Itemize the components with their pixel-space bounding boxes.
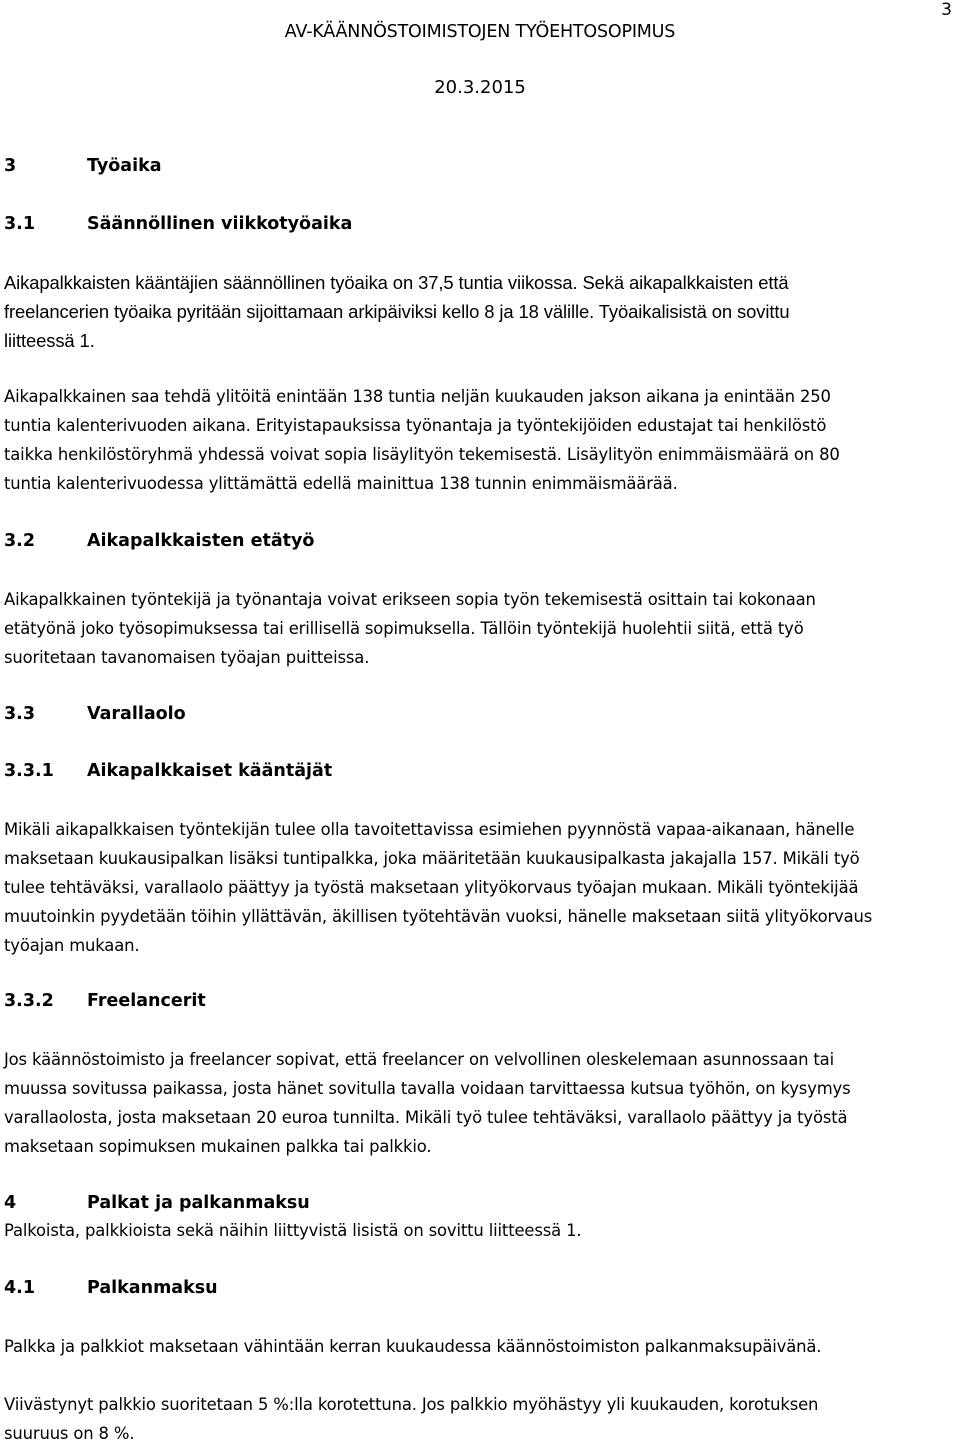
section-title: Aikapalkkaiset kääntäjät xyxy=(87,761,333,781)
section-4-1-paragraph-1 xyxy=(4,1332,954,1361)
paragraph-line: varallaolosta, josta maksetaan 20 euroa tunnilta. Mikäli työ tulee tehtäväksi, varallaolo päättyy ja työstä xyxy=(4,1108,848,1127)
section-number: 3.1 xyxy=(4,214,36,234)
section-3-2-paragraph-1 xyxy=(4,585,954,672)
paragraph-line: Aikapalkkaisten kääntäjien säännöllinen työaika on 37,5 tuntia viikossa. Sekä aikapalkkaisten että xyxy=(4,272,789,293)
paragraph-line: liitteessä 1. xyxy=(4,330,95,351)
section-3-3-heading xyxy=(4,701,954,727)
section-title: Varallaolo xyxy=(87,704,186,724)
paragraph-line: Aikapalkkainen saa tehdä ylitöitä enintään 138 tuntia neljän kuukauden jakson aikana ja enintään 250 xyxy=(4,387,831,406)
section-title: Palkat ja palkanmaksu xyxy=(87,1193,310,1213)
paragraph-line: freelancerien työaika pyritään sijoittamaan arkipäiviksi kello 8 ja 18 välille. Työaikalisistä on sovittu xyxy=(4,301,790,322)
section-3-1-heading xyxy=(4,211,954,237)
section-3-3-2-paragraph-1 xyxy=(4,1045,954,1161)
section-number: 3 xyxy=(4,156,17,176)
section-3-3-1-paragraph-1 xyxy=(4,815,954,960)
paragraph-line: työajan mukaan. xyxy=(4,936,140,955)
section-title: Työaika xyxy=(87,156,162,176)
paragraph-line: maksetaan sopimuksen mukainen palkka tai palkkio. xyxy=(4,1137,432,1156)
section-title: Säännöllinen viikkotyöaika xyxy=(87,214,353,234)
section-3-2-heading xyxy=(4,528,954,554)
section-4-paragraph-1 xyxy=(4,1216,954,1245)
section-3-1-paragraph-1 xyxy=(4,268,954,355)
document-title: AV-KÄÄNNÖSTOIMISTOJEN TYÖEHTOSOPIMUS xyxy=(284,22,676,42)
section-4-1-paragraph-2 xyxy=(4,1390,954,1448)
section-number: 4 xyxy=(4,1193,17,1213)
section-number: 3.2 xyxy=(4,531,36,551)
paragraph-line: suoritetaan tavanomaisen työajan puitteissa. xyxy=(4,648,370,667)
section-title: Aikapalkkaisten etätyö xyxy=(87,531,315,551)
paragraph-line: Aikapalkkainen työntekijä ja työnantaja voivat erikseen sopia työn tekemisestä osittain tai kokonaan xyxy=(4,590,816,609)
section-title: Palkanmaksu xyxy=(87,1278,218,1298)
paragraph-line: maksetaan kuukausipalkan lisäksi tuntipalkka, joka määritetään kuukausipalkasta jakajalla 157. Mikäli työ xyxy=(4,849,860,868)
paragraph-line: Mikäli aikapalkkaisen työntekijän tulee olla tavoitettavissa esimiehen pyynnöstä vapaa-aikanaan, hänelle xyxy=(4,820,855,839)
paragraph-line: suuruus on 8 %. xyxy=(4,1424,135,1443)
paragraph-line: Jos käännöstoimisto ja freelancer sopivat, että freelancer on velvollinen oleskelemaan asunnossaan tai xyxy=(4,1050,834,1069)
paragraph-line: tuntia kalenterivuodessa ylittämättä edellä mainittua 138 tunnin enimmäismäärää. xyxy=(4,474,678,493)
paragraph-line: taikka henkilöstöryhmä yhdessä voivat sopia lisäylityön tekemisestä. Lisäylityön enimmäismäärä on 80 xyxy=(4,445,840,464)
paragraph-line: Palkka ja palkkiot maksetaan vähintään kerran kuukaudessa käännöstoimiston palkanmaksupäivänä. xyxy=(4,1337,822,1356)
paragraph-line: Palkoista, palkkioista sekä näihin liittyvistä lisistä on sovittu liitteessä 1. xyxy=(4,1221,582,1240)
paragraph-line: Viivästynyt palkkio suoritetaan 5 %:lla korotettuna. Jos palkkio myöhästyy yli kuukauden, korotuksen xyxy=(4,1395,819,1414)
paragraph-line: muutoinkin pyydetään töihin yllättävän, äkillisen työtehtävän vuoksi, hänelle maksetaan siitä ylityökorvaus xyxy=(4,907,873,926)
section-number: 4.1 xyxy=(4,1278,36,1298)
section-number: 3.3 xyxy=(4,704,36,724)
paragraph-line: tulee tehtäväksi, varallaolo päättyy ja työstä maksetaan ylityökorvaus työajan mukaan. Mikäli työntekijää xyxy=(4,878,859,897)
section-number: 3.3.1 xyxy=(4,761,54,781)
section-4-heading xyxy=(4,1190,954,1216)
page-number: 3 xyxy=(941,0,952,20)
section-3-heading xyxy=(4,153,954,179)
paragraph-line: muussa sovitussa paikassa, josta hänet sovitulla tavalla voidaan tarvittaessa kutsua työhön, on kysymys xyxy=(4,1079,851,1098)
paragraph-line: tuntia kalenterivuoden aikana. Erityistapauksissa työnantaja ja työntekijöiden edustajat tai henkilöstö xyxy=(4,416,827,435)
section-3-3-2-heading xyxy=(4,988,954,1014)
section-title: Freelancerit xyxy=(87,991,206,1011)
section-3-3-1-heading xyxy=(4,758,954,784)
document-date: 20.3.2015 xyxy=(434,77,526,98)
section-3-1-paragraph-2 xyxy=(4,382,954,498)
paragraph-line: etätyönä joko työsopimuksessa tai erillisellä sopimuksella. Tällöin työntekijä huolehtii siitä, että työ xyxy=(4,619,804,638)
section-number: 3.3.2 xyxy=(4,991,54,1011)
section-4-1-heading xyxy=(4,1275,954,1301)
